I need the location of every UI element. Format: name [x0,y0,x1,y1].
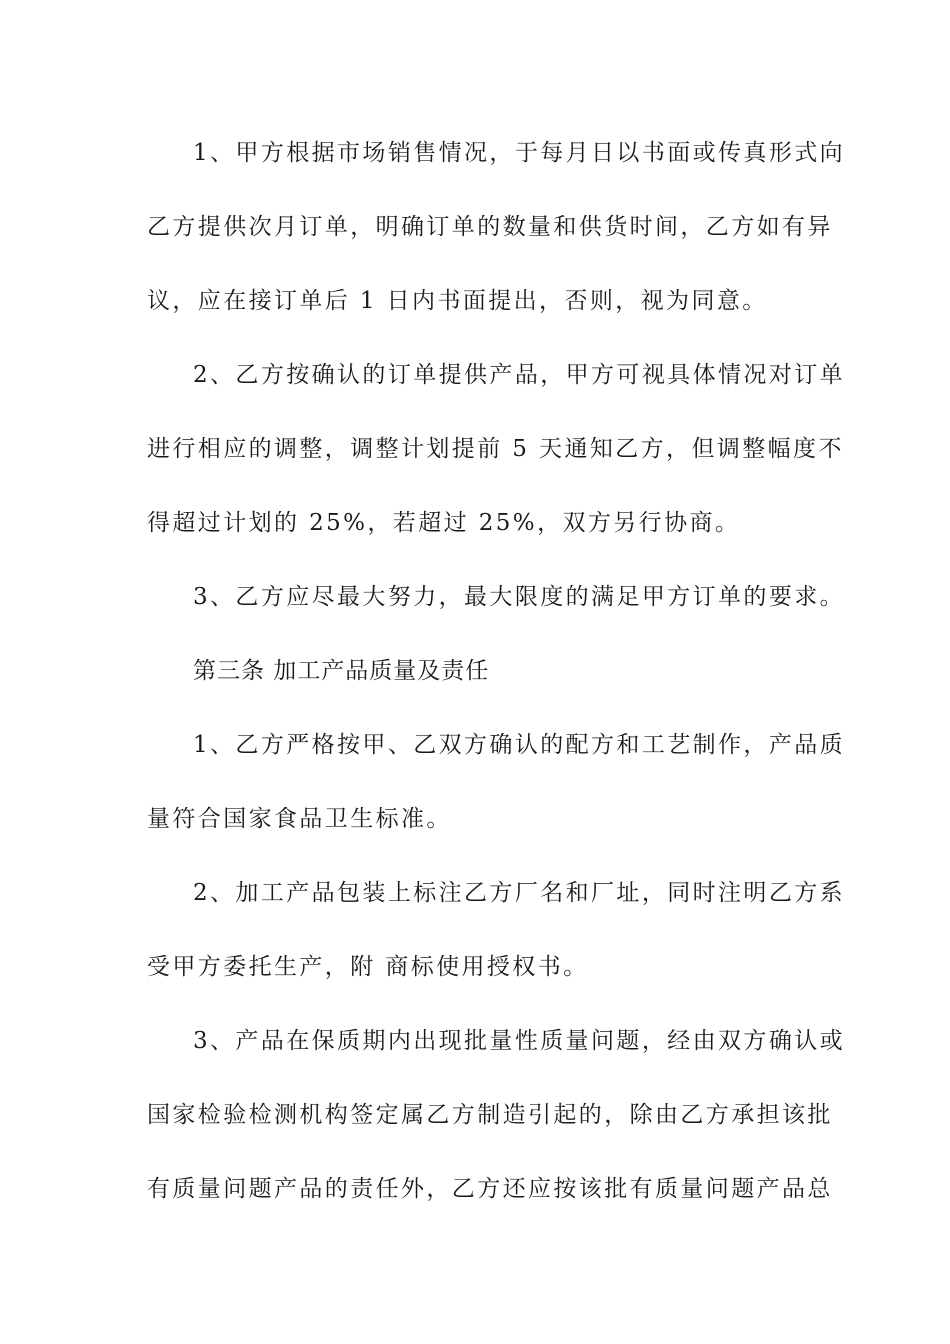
paragraph-line: 进行相应的调整，调整计划提前 5 天通知乙方，但调整幅度不 [147,436,844,462]
paragraph-line: 议，应在接订单后 1 日内书面提出，否则，视为同意。 [147,288,768,314]
paragraph-line: 量符合国家食品卫生标准。 [147,806,452,832]
paragraph-line: 2、加工产品包装上标注乙方厂名和厂址，同时注明乙方系 [193,880,846,906]
paragraph-line: 1、甲方根据市场销售情况，于每月日以书面或传真形式向 [193,140,846,166]
paragraph-line: 有质量问题产品的责任外，乙方还应按该批有质量问题产品总 [147,1176,833,1202]
paragraph-line: 3、产品在保质期内出现批量性质量问题，经由双方确认或 [193,1028,846,1054]
section-heading: 第三条 加工产品质量及责任 [193,658,490,684]
paragraph-line: 3、乙方应尽最大努力，最大限度的满足甲方订单的要求。 [193,584,846,610]
paragraph-line: 得超过计划的 25%，若超过 25%，双方另行协商。 [147,510,741,536]
paragraph-line: 2、乙方按确认的订单提供产品，甲方可视具体情况对订单 [193,362,846,388]
paragraph-line: 乙方提供次月订单，明确订单的数量和供货时间，乙方如有异 [147,214,833,240]
paragraph-line: 受甲方委托生产，附 商标使用授权书。 [147,954,589,980]
paragraph-line: 国家检验检测机构签定属乙方制造引起的，除由乙方承担该批 [147,1102,833,1128]
paragraph-line: 1、乙方严格按甲、乙双方确认的配方和工艺制作，产品质 [193,732,846,758]
